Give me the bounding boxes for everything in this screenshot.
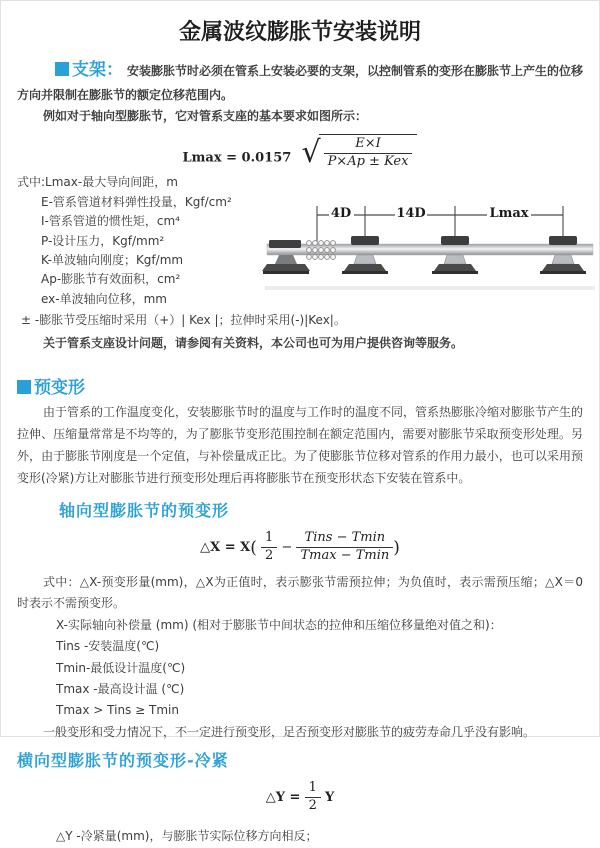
anchor-base (262, 264, 310, 271)
axial-variable-line: X-实际轴向补偿量 (mm) (相对于膨胀节中间状态的拉伸和压缩位移量绝对值之和)： (56, 617, 502, 632)
half-denominator: 2 (265, 547, 274, 563)
support-example-line: 例如对于轴向型膨胀节，它对管系支座的基本要求如图所示： (43, 108, 368, 123)
temp-frac-denominator: Tmax − Tmin (300, 547, 390, 563)
predeform-section-heading (17, 373, 583, 398)
definition-line: K-单波轴向刚度；Kgf/mm (41, 252, 184, 267)
lmax-formula-denominator: P×Ap ± Kex (327, 154, 409, 170)
ground-line (265, 286, 595, 290)
temp-frac-numerator: Tins − Tmin (296, 531, 393, 548)
pipe-support-diagram (265, 174, 599, 310)
lateral-formula-rhs: Y (324, 790, 335, 806)
lateral-frac-denominator: 2 (308, 798, 317, 814)
lateral-formula (1, 781, 599, 814)
dim-label-lmax: Lmax (489, 206, 529, 222)
definition-line: P-设计压力，Kgf/mm² (41, 233, 165, 248)
anchor-stem (275, 255, 297, 264)
close-paren: ) (393, 537, 400, 558)
dim-label-4d: 4D (330, 206, 352, 222)
page-title: 金属波纹膨胀节安装说明 (178, 20, 421, 45)
minus-operator: − (281, 539, 293, 555)
pipe-diagram-svg (265, 200, 595, 296)
axial-variable-line: Tmax > Tins ≥ Tmin (56, 703, 179, 718)
bellows-convolutions (307, 241, 336, 260)
lateral-frac-numerator: 1 (305, 781, 321, 798)
lateral-note: △Y -冷紧量(mm)，与膨胀节实际位移方向相反； (56, 829, 318, 844)
anchor-plate (263, 271, 309, 274)
blue-square-icon (55, 62, 69, 76)
support-section-heading: 支架： (72, 60, 123, 80)
axial-variable-line: Tmax -最高设计温 (℃) (56, 681, 185, 696)
definition-line: Ap-膨胀节有效面积，cm² (41, 272, 181, 287)
dim-label-14d: 14D (396, 206, 426, 222)
support-intro-paragraph (17, 56, 583, 106)
consult-note: 关于管系支座设计问题，请参阅有关资料，本公司也可为用户提供咨询等服务。 (43, 336, 464, 351)
axial-variable-list (56, 615, 583, 722)
half-numerator: 1 (261, 531, 277, 548)
definition-line: E-管系管道材料弹性投量，Kgf/cm² (41, 194, 232, 209)
radical-sign: √ (301, 134, 321, 170)
definition-line: ex-单波轴向位移，mm (41, 291, 167, 306)
axial-formula-explain: 式中：△X-预变形量(mm)，△X为正值时，表示膨张节需预拉伸；为负值时，表示需预压缩；△X＝0时表示不需预变形。 (17, 574, 583, 611)
definitions-and-diagram-row (17, 174, 599, 310)
lmax-formula (1, 134, 599, 170)
sqrt-expression (301, 134, 417, 170)
lateral-formula-lhs: △Y = (265, 790, 301, 806)
axial-formula (1, 531, 599, 564)
definition-line: I-管系管道的惯性矩，cm⁴ (41, 214, 180, 229)
open-paren: ( (250, 537, 257, 558)
variable-definitions-list (17, 174, 265, 310)
lmax-formula-lhs: Lmax = 0.0157 (182, 150, 292, 166)
axial-formula-lhs: △X = X (200, 539, 251, 555)
axial-variable-line: Tins -安装温度(℃) (56, 639, 160, 654)
support-intro-text: 安装膨胀节时必须在管系上安装必要的支架，以控制管系的变形在膨胀节上产生的位移方向并限制在膨胀节的额定位移范围内。 (17, 64, 584, 103)
plus-minus-note: ± -膨胀节受压缩时采用（+）| Kex |；拉伸时采用(-)|Kex|。 (21, 313, 346, 328)
anchor-cap (269, 240, 301, 248)
predeform-heading-text: 预变形 (34, 378, 85, 399)
predeform-body-paragraph: 由于管系的工作温度变化，安装膨胀节时的温度与工作时的温度不同，管系热膨胀冷缩对膨胀节产生的拉伸、压缩量常常是不均等的，为了膨胀节变形范围控制在额定范围内，需要对膨胀节采取预变形处理。另外，由于膨胀节刚度是一个定值，与补偿量成正比。为了使膨胀节位移对管系的作用力最小，也可以采用预变形(冷紧)方让对膨胀节进行预变形处理后再将膨胀节在预变形状态下安装在管系中。 (17, 405, 584, 485)
lateral-predeform-heading: 横向型膨胀节的预变形-冷紧 (17, 751, 229, 771)
axial-variable-line: Tmin-最低设计温度(℃) (56, 660, 186, 675)
axial-note: 一般变形和受力情况下，不一定进行预变形，足否预变形对膨胀节的疲劳寿命几乎没有影响。 (43, 724, 536, 739)
blue-square-icon (17, 380, 31, 394)
axial-predeform-heading: 轴向型膨胀节的预变形 (59, 500, 230, 520)
lmax-formula-numerator: E×I (324, 137, 413, 154)
definition-line: 式中:Lmax-最大导向间距，m (17, 175, 178, 190)
